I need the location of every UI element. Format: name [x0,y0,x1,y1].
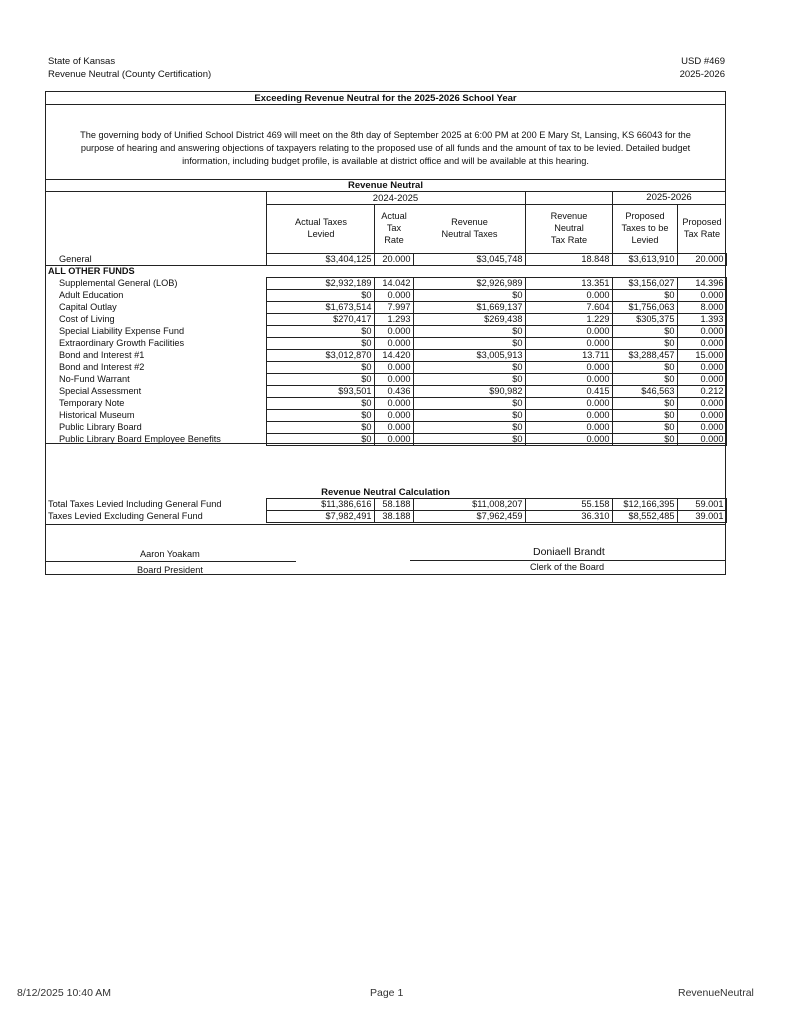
table-row [46,290,726,302]
clerk-title: Clerk of the Board [530,562,605,572]
fund-name: Bond and Interest #2 [59,362,145,372]
table-cell: $3,404,125 [266,254,374,266]
certification-form [45,91,726,575]
table-row [46,499,726,511]
table-row [46,326,726,338]
fund-name: Temporary Note [59,398,125,408]
table-cell: 0.000 [677,422,726,434]
table-row-section [46,266,726,278]
table-cell: 1.293 [374,314,413,326]
table-cell: 0.000 [677,338,726,350]
table-cell: 0.000 [525,398,612,410]
table-cell: 0.000 [374,374,413,386]
hearing-notice [56,129,715,168]
table-row [46,410,726,422]
table-cell: 15.000 [677,350,726,362]
table-cell: 55.158 [525,499,612,511]
table-row-general [46,254,726,266]
table-cell: $0 [612,398,677,410]
fund-name: Historical Museum [59,410,135,420]
table-cell: 59.001 [677,499,726,511]
table-cell: 0.000 [677,290,726,302]
page-header-right [680,55,725,81]
table-cell: $90,982 [413,386,525,398]
table-cell: 39.001 [677,511,726,523]
table-cell: $0 [413,362,525,374]
col-proposed-taxes: Proposed Taxes to be Levied [621,211,669,245]
table-cell: $3,045,748 [413,254,525,266]
table-cell: 7.604 [525,302,612,314]
table-row [46,386,726,398]
year-prev-label: 2024-2025 [372,193,419,204]
fund-name: Special Assessment [59,386,142,396]
notice-line: information, including budget profile, is available at district office and will be available at this hearing. [182,156,589,166]
form-title: Revenue Neutral (County Certification) [48,69,212,80]
col-actual-taxes: Actual Taxes Levied [295,217,347,239]
table-row [46,398,726,410]
table-cell: $0 [413,434,525,446]
table-cell: $270,417 [266,314,374,326]
divider [266,204,725,205]
signature-line [46,561,296,562]
table-cell: 36.310 [525,511,612,523]
totals-table [46,498,727,523]
fund-rows [46,278,726,446]
table-cell: 0.000 [677,434,726,446]
table-cell: $0 [266,374,374,386]
table-cell: 8.000 [677,302,726,314]
table-cell: $12,166,395 [612,499,677,511]
fund-name: Cost of Living [59,314,115,324]
table-cell: $11,386,616 [266,499,374,511]
table-cell: 0.000 [374,410,413,422]
table-cell: 0.000 [374,326,413,338]
table-cell: 0.000 [525,290,612,302]
table-cell: 0.436 [374,386,413,398]
table-cell: $0 [612,326,677,338]
table-row [46,362,726,374]
divider [46,524,725,525]
table-cell: $269,438 [413,314,525,326]
table-row [46,278,726,290]
print-datetime: 8/12/2025 10:40 AM [17,987,111,999]
table-cell: 0.000 [677,362,726,374]
fund-name: Taxes Levied Excluding General Fund [48,511,203,521]
table-cell: $0 [612,434,677,446]
table-cell: 38.188 [374,511,413,523]
table-cell: $3,005,913 [413,350,525,362]
divider [46,104,725,105]
fund-name: Special Liability Expense Fund [59,326,185,336]
table-cell: $3,156,027 [612,278,677,290]
table-cell: 0.000 [677,326,726,338]
table-cell: $11,008,207 [413,499,525,511]
table-cell: $1,669,137 [413,302,525,314]
fund-name: General [59,253,92,264]
table-cell: $1,756,063 [612,302,677,314]
table-cell: 7.997 [374,302,413,314]
table-cell: 0.000 [525,338,612,350]
year-next-label: 2025-2026 [646,192,692,203]
page-number: Page 1 [370,987,404,999]
table-cell: 58.188 [374,499,413,511]
fund-name: Total Taxes Levied Including General Fund [48,499,222,509]
table-cell: 13.351 [525,278,612,290]
table-cell: 20.000 [374,254,413,266]
divider [46,443,725,444]
state-label: State of Kansas [48,56,116,67]
table-cell: $0 [413,290,525,302]
table-cell: 18.848 [525,254,612,266]
calc-heading: Revenue Neutral Calculation [321,487,450,498]
table-cell: $0 [612,290,677,302]
table-cell: 0.000 [374,434,413,446]
report-name: RevenueNeutral [678,987,754,999]
fund-name: Capital Outlay [59,302,117,312]
table-cell: 14.396 [677,278,726,290]
table-row [46,511,726,523]
district-label: USD #469 [681,56,725,67]
table-cell: $0 [413,410,525,422]
table-row [46,350,726,362]
col-rn-taxes: Revenue Neutral Taxes [441,217,498,239]
table-cell: $46,563 [612,386,677,398]
table-cell: 13.711 [525,350,612,362]
table-cell: $0 [413,338,525,350]
col-divider [266,191,267,253]
table-cell: 0.000 [374,422,413,434]
col-proposed-rate: Proposed Tax Rate [682,217,722,239]
table-cell: $0 [266,290,374,302]
fund-name: No-Fund Warrant [59,374,130,384]
table-cell: $0 [266,422,374,434]
table-cell: 0.000 [677,374,726,386]
table-cell: $305,375 [612,314,677,326]
table-cell: 0.000 [525,374,612,386]
table-row [46,302,726,314]
clerk-name: Doniaell Brandt [533,546,605,558]
table-cell: $0 [266,362,374,374]
table-cell: $0 [266,434,374,446]
form-heading: Exceeding Revenue Neutral for the 2025-2026 School Year [254,93,517,104]
table-cell: $3,012,870 [266,350,374,362]
table-cell: $0 [413,326,525,338]
table-cell: $8,552,485 [612,511,677,523]
table-cell: $93,501 [266,386,374,398]
fund-name: Bond and Interest #1 [59,350,145,360]
col-rn-rate: Revenue Neutral Tax Rate [550,211,588,245]
year-label: 2025-2026 [679,69,725,80]
signature-line [410,560,725,561]
table-row [46,374,726,386]
table-cell: 0.000 [525,362,612,374]
table-cell: 0.212 [677,386,726,398]
fund-name: Extraordinary Growth Facilities [59,338,185,348]
table-cell: $0 [266,410,374,422]
notice-line: The governing body of Unified School District 469 will meet on the 8th day of September 2025 at 6:00 PM at 200 E Mary St, Lansing, KS 66043 for the [80,130,691,140]
table-cell: $0 [612,338,677,350]
table-cell: 0.000 [677,398,726,410]
table-cell: $0 [612,422,677,434]
table-cell: 0.000 [677,410,726,422]
table-cell: 0.000 [525,434,612,446]
table-cell: 1.393 [677,314,726,326]
table-cell: 0.000 [374,398,413,410]
page-header-left [48,55,211,81]
table-row [46,338,726,350]
table-cell: 0.000 [374,290,413,302]
table-cell: $0 [413,374,525,386]
table-cell: $2,926,989 [413,278,525,290]
table-cell: $0 [266,398,374,410]
fund-name: Adult Education [59,290,124,300]
table-cell: $7,962,459 [413,511,525,523]
table-cell: $0 [413,422,525,434]
table-cell: $3,613,910 [612,254,677,266]
fund-name: Public Library Board Employee Benefits [59,434,221,444]
table-cell: $3,288,457 [612,350,677,362]
table-cell: $0 [266,338,374,350]
fund-name: Supplemental General (LOB) [59,278,178,288]
fund-name: Public Library Board [59,422,142,432]
table-cell: $0 [612,410,677,422]
table-cell: $7,982,491 [266,511,374,523]
table-cell: $0 [413,398,525,410]
table-cell: $1,673,514 [266,302,374,314]
president-name: Aaron Yoakam [140,549,200,559]
president-title: Board President [137,565,203,575]
notice-line: purpose of hearing and answering objections of taxpayers relating to the proposed use of all funds and the amount of tax to be levied. Detailed budget [80,143,691,153]
funds-table [46,253,727,446]
table-cell: 0.000 [374,338,413,350]
table-cell: 14.420 [374,350,413,362]
table-cell: 0.000 [374,362,413,374]
other-funds-label: ALL OTHER FUNDS [46,266,726,278]
table-cell: 0.000 [525,422,612,434]
revenue-neutral-heading: Revenue Neutral [348,180,423,191]
table-row [46,314,726,326]
total-rows [46,499,726,523]
table-cell: 20.000 [677,254,726,266]
table-cell: $0 [612,374,677,386]
table-row [46,422,726,434]
table-cell: 1.229 [525,314,612,326]
table-cell: $0 [266,326,374,338]
table-cell: 0.415 [525,386,612,398]
table-cell: 14.042 [374,278,413,290]
table-cell: 0.000 [525,326,612,338]
table-cell: $2,932,189 [266,278,374,290]
col-actual-rate: Actual Tax Rate [381,211,407,245]
table-cell: $0 [612,362,677,374]
table-cell: 0.000 [525,410,612,422]
